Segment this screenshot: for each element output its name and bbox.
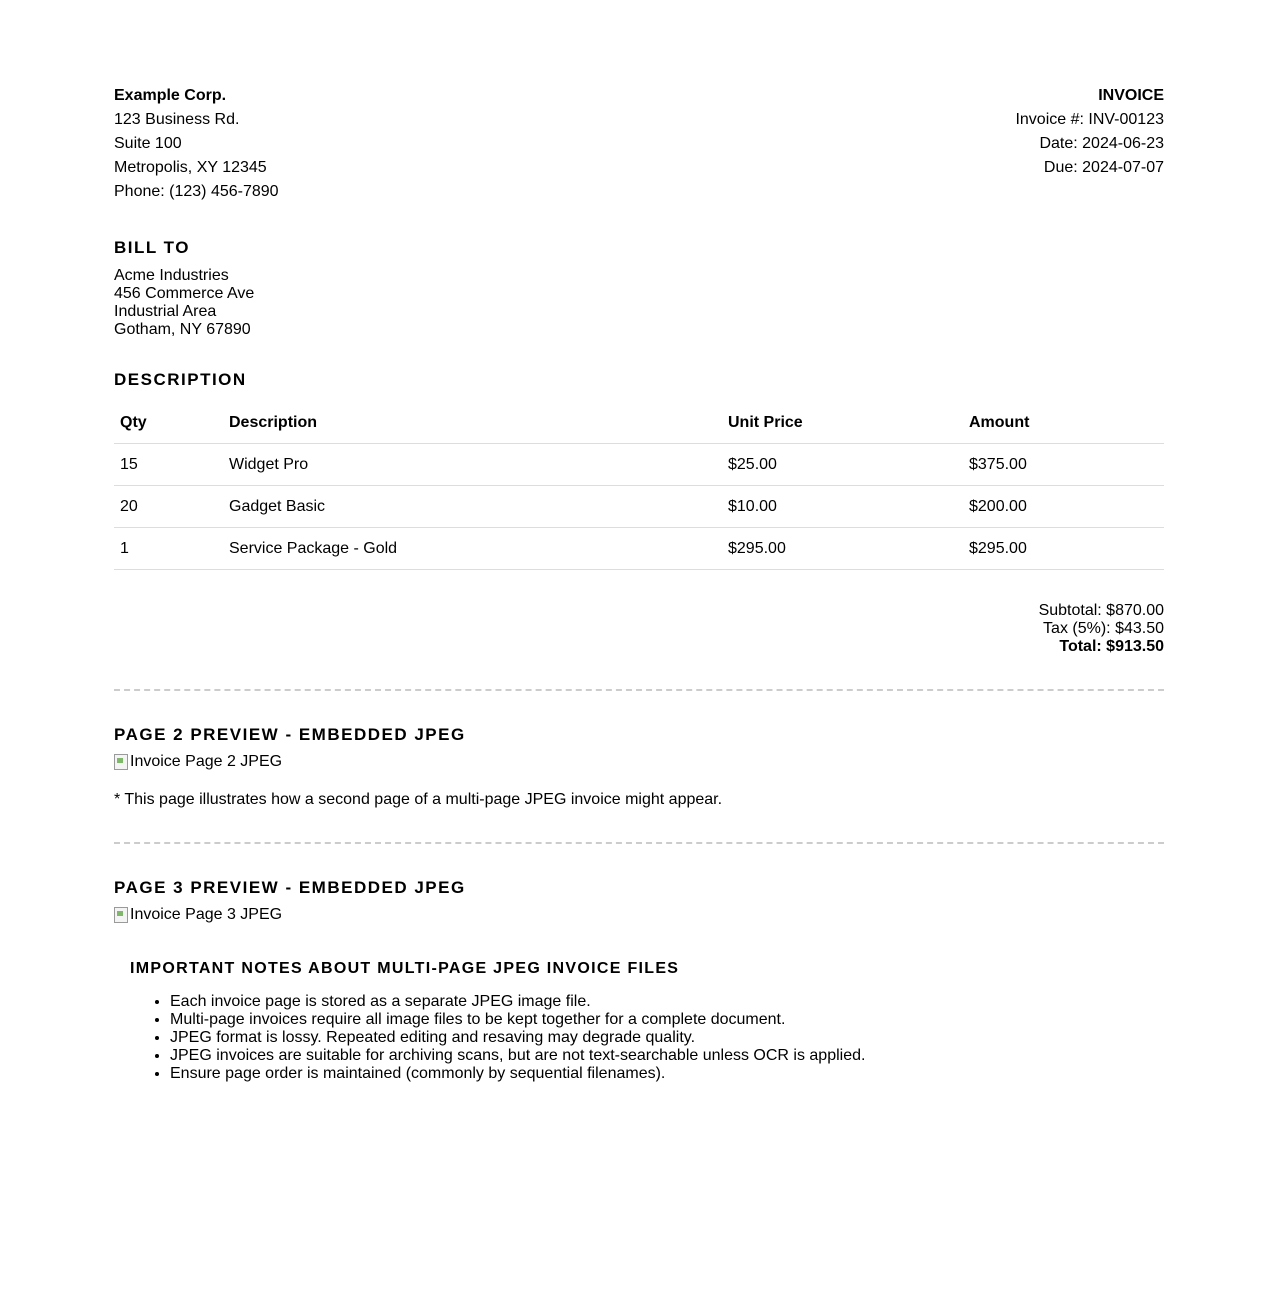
bill-to-section [114,238,1164,339]
company-address-line1: 123 Business Rd. [114,111,240,128]
company-city-line: Metropolis, XY 12345 [114,159,267,176]
list-item: • Each invoice page is stored as a separate JPEG image file. [170,993,1164,1011]
table-row [114,486,1164,528]
column-header-description: Description [223,402,722,444]
cell-description: Service Package - Gold [223,528,722,570]
cell-unit-price: $295.00 [722,528,963,570]
invoice-header [114,84,1164,204]
company-block [114,84,279,204]
cell-description: Widget Pro [223,444,722,486]
cell-unit-price: $25.00 [722,444,963,486]
invoice-due-date: Due: 2024-07-07 [1043,159,1164,176]
bill-to-name: Acme Industries [114,267,229,284]
page3-preview-section [114,878,1164,928]
subtotal: Subtotal: $870.00 [1038,602,1164,619]
totals-block [114,602,1164,656]
invoice-title: INVOICE [1098,87,1164,104]
notes-heading: IMPORTANT NOTES ABOUT MULTI-PAGE JPEG INVOICE FILES [130,960,680,977]
broken-image-icon [114,907,128,923]
invoice-page [114,84,1164,1083]
cell-description: Gadget Basic [223,486,722,528]
grand-total: Total: $913.50 [1059,638,1164,655]
column-header-amount: Amount [963,402,1164,444]
bill-to-address-line1: 456 Commerce Ave [114,285,255,302]
company-phone: Phone: (123) 456-7890 [114,183,279,200]
notes-section [114,960,1164,1083]
page2-image-alt: Invoice Page 2 JPEG [130,753,283,770]
broken-image-icon [114,754,128,770]
company-address-line2: Suite 100 [114,135,182,152]
list-item: • JPEG format is lossy. Repeated editing and resaving may degrade quality. [170,1029,1164,1047]
page2-image [114,753,282,771]
line-items-table [114,402,1164,570]
description-section [114,370,1164,570]
cell-amount: $295.00 [963,528,1164,570]
invoice-date: Date: 2024-06-23 [1039,135,1164,152]
tax: Tax (5%): $43.50 [1043,620,1164,637]
cell-amount: $375.00 [963,444,1164,486]
invoice-meta-block [1015,84,1164,180]
page-divider [114,689,1164,691]
cell-qty: 1 [114,528,223,570]
invoice-number: Invoice #: INV-00123 [1015,111,1164,128]
page3-image [114,906,282,924]
cell-amount: $200.00 [963,486,1164,528]
page3-heading: PAGE 3 PREVIEW - EMBEDDED JPEG [114,878,466,897]
bill-to-city-line: Gotham, NY 67890 [114,321,251,338]
notes-list [130,993,1164,1083]
cell-unit-price: $10.00 [722,486,963,528]
page2-heading: PAGE 2 PREVIEW - EMBEDDED JPEG [114,725,466,744]
page2-preview-section [114,725,1164,809]
page3-image-alt: Invoice Page 3 JPEG [130,906,283,923]
bill-to-heading: BILL TO [114,238,190,257]
list-item: • JPEG invoices are suitable for archiving scans, but are not text-searchable unless OCR is applied. [170,1047,1164,1065]
column-header-qty: Qty [114,402,223,444]
table-row [114,528,1164,570]
list-item: • Ensure page order is maintained (commonly by sequential filenames). [170,1065,1164,1083]
column-header-unit-price: Unit Price [722,402,963,444]
bill-to-address-line2: Industrial Area [114,303,217,320]
table-row [114,444,1164,486]
page2-note: * This page illustrates how a second page of a multi-page JPEG invoice might appear. [114,791,723,808]
bill-to-address [114,267,1164,339]
table-header-row [114,402,1164,444]
page-divider [114,842,1164,844]
description-heading: DESCRIPTION [114,370,247,389]
cell-qty: 20 [114,486,223,528]
cell-qty: 15 [114,444,223,486]
company-name: Example Corp. [114,87,227,104]
list-item: • Multi-page invoices require all image files to be kept together for a complete document. [170,1011,1164,1029]
